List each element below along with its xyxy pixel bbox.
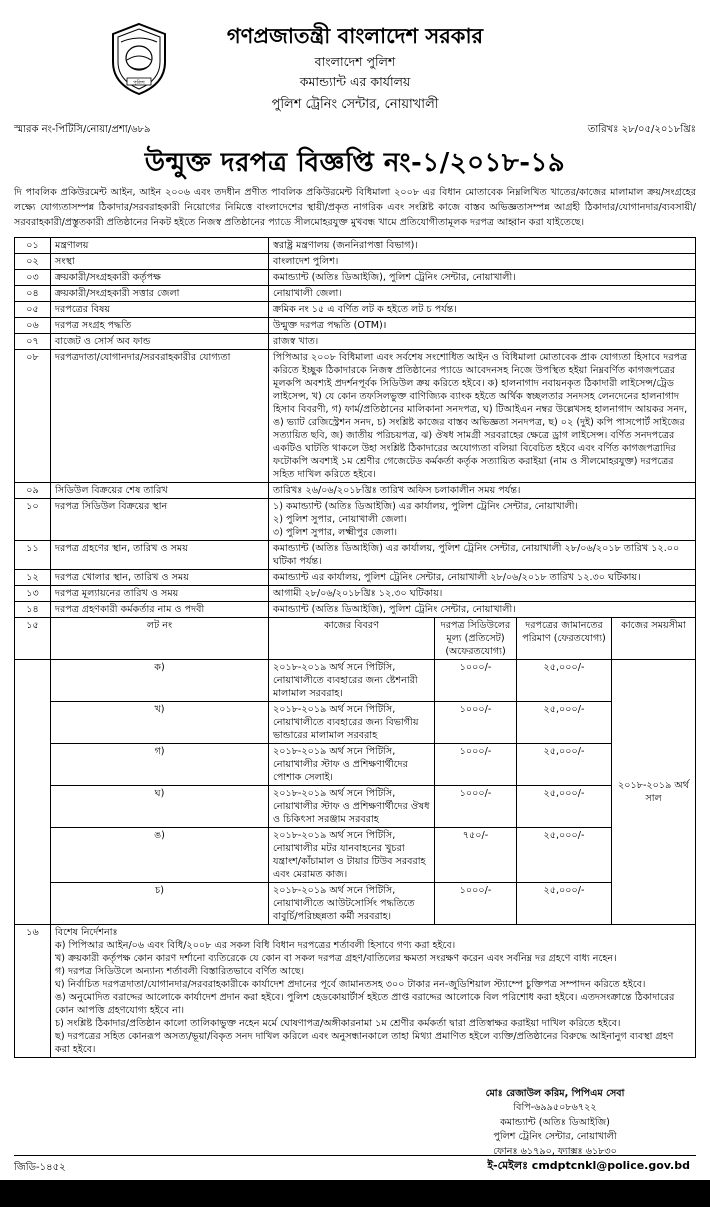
row-value: কমান্ড্যান্ট এর কার্যালয়, পুলিশ ট্রেনিং সেন্টার, নোয়াখালী ২৮/০৬/২০১৮ তারিখ ১২.৩০ ঘটিকায়। (269, 570, 696, 586)
lot-security-amount: ২৫,০০০/- (517, 828, 612, 883)
lot-period: ২০১৮-২০১৯ অর্থ সাল (612, 660, 696, 925)
lot-schedule-price: ১০০০/- (435, 744, 517, 786)
header (0, 0, 710, 120)
directive-item: ক) পিপিআর আইন/০৬ এবং বিধি/২০০৮ এর সকল বিধি বিধান দরপত্রের শর্তাবলী হিসাবে গণ্য করা হইবে। (55, 940, 456, 951)
government-title: গণপ্রজাতন্ত্রী বাংলাদেশ সরকার (226, 23, 484, 48)
row-label: সংস্থা (51, 254, 269, 270)
table-row (15, 602, 696, 618)
lot-row (15, 744, 696, 786)
lot-number: ঙ) (51, 828, 269, 883)
row-serial: ০১ (15, 238, 51, 254)
row-serial: ০৬ (15, 318, 51, 334)
lot-schedule-price: ১০০০/- (435, 660, 517, 702)
table-row (15, 570, 696, 586)
lot-description: ২০১৮-২০১৯ অর্থ সনে পিটিসি, নোয়াখালীতে ব্যবহারের জন্য ষ্টেশনারী মালামাল সরবরাহ। (269, 660, 435, 702)
lot-header-security: দরপত্রের জামানতের পরিমাণ (ফেরতযোগ্য) (517, 618, 612, 660)
table-row (15, 334, 696, 350)
lot-number: খ) (51, 702, 269, 744)
row-value: তারিখঃ ২৬/০৬/২০১৮খ্রিঃ তারিখ অফিস চলাকালীন সময় পর্যন্ত। (269, 483, 696, 499)
lot-header-lot: লট নং (51, 618, 269, 660)
row-value: বাংলাদেশ পুলিশ। (269, 254, 696, 270)
row-value: কমান্ড্যান্ট (অতিঃ ডিআইজি), পুলিশ ট্রেনিং সেন্টার, নোয়াখালী। (269, 602, 696, 618)
row-label: দরপত্রদাতা/যোগানদার/সরবরাহকারীর যোগ্যতা (51, 350, 269, 483)
gd-number: জিডি-১৪৫২ (14, 1162, 66, 1173)
row-value: কমান্ড্যান্ট (অতিঃ ডিআইজি) এর কার্যালয়, পুলিশ ট্রেনিং সেন্টার, নোয়াখালী ২৮/০৬/২০১৮ তারিখ ১২.০০ ঘটিকা পর্যন্ত। (269, 541, 696, 570)
lot-number: গ) (51, 744, 269, 786)
office-name: কমান্ড্যান্ট এর কার্যালয় (299, 74, 411, 89)
row-label: দরপত্র গ্রহণের স্থান, তারিখ ও সময় (51, 541, 269, 570)
row-label: ক্রয়কারী/সংগ্রহকারী সত্তার জেলা (51, 286, 269, 302)
signatory-email: ই-মেইলঃ cmdptcnkl@police.gov.bd (487, 1159, 690, 1173)
row-serial: ০৩ (15, 270, 51, 286)
directive-item: গ) দরপত্র সিডিউলে অন্যান্য শর্তাবলী বিস্তারিতভাবে বর্ণিত আছে। (55, 966, 305, 977)
intro-paragraph: দি পাবলিক প্রকিউরমেন্ট আইন, আইন ২০০৬ এবং তদধীন প্রণীত পাবলিক প্রকিউরমেন্ট বিধিমালা ২০০৮ এর বিধান মোতাবেক নিম্নলিখিত খাতের/কাজের মালামাল ক্রয়/সংগ্রহের লক্ষ্যে যোগ্যতাসম্পন্ন ঠিকাদার/সরবরাহকারী নিয়োগের নিমিত্তে বাংলাদেশের স্থায়ী/প্রকৃত নাগরিক এবং সংশ্লিষ্ট কাজে বাস্তব অভিজ্ঞতাসম্পন্ন আগ্রহী ঠিকাদার/যোগানদার/ব্যবসায়ী/সরবরাহকারী/প্রস্তুতকারী প্রতিষ্ঠানের নিকট হইতে নিজস্ব প্রতিষ্ঠানের প্যাডে সীলমোহরযুক্ত মুখবন্ধ খামে প্রতিযোগীতামূলক দরপত্র আহ্বান করা যাইতেছে। (14, 187, 696, 228)
lot-security-amount: ২৫,০০০/- (517, 744, 612, 786)
row-label: দরপত্র খোলার স্থান, তারিখ ও সময় (51, 570, 269, 586)
table-row (15, 286, 696, 302)
lot-number: চ) (51, 883, 269, 925)
row-value: উন্মুক্ত দরপত্র পদ্ধতি (OTM)। (269, 318, 696, 334)
lot-header-row (15, 618, 696, 660)
tender-table (14, 237, 696, 1058)
row-label: দরপত্র সংগ্রহ পদ্ধতি (51, 318, 269, 334)
lot-description: ২০১৮-২০১৯ অর্থ সনে পিটিসি, নোয়াখালীতে আউটসোর্সিং পদ্ধতিতে বাবুর্চি/পরিচ্ছন্নতা কর্মী সরবরাহ। (269, 883, 435, 925)
row-label: দরপত্র মূল্যায়নের তারিখ ও সময় (51, 586, 269, 602)
row-serial: ০৭ (15, 334, 51, 350)
row-serial: ১২ (15, 570, 51, 586)
row-value: স্বরাষ্ট্র মন্ত্রণালয় (জননিরাপত্তা বিভাগ)। (269, 238, 696, 254)
row-serial: ১১ (15, 541, 51, 570)
directive-item: খ) ক্রয়কারী কর্তৃপক্ষ কোন কারণ দর্শানো ব্যতিরেকে যে কোন বা সকল দরপত্র গ্রহণ/বাতিলের ক্ষমতা সংরক্ষণ করেন এবং সর্বনিম্ন দর গ্রহণে বাধ্য নহেন। (55, 953, 617, 964)
row-label: দরপত্রের বিষয় (51, 302, 269, 318)
row-serial: ০৪ (15, 286, 51, 302)
directives-row (15, 925, 696, 1058)
lot-header-period: কাজের সময়সীমা (612, 618, 696, 660)
signatory-bp: বিপি-৬৯৯৫০৮৬৭২২ (513, 1102, 597, 1114)
row-value-line: ৩) পুলিশ সুপার, লক্ষ্মীপুর জেলা। (273, 527, 398, 538)
bottom-black-bar (0, 1180, 710, 1207)
row-value: রাজস্ব খাত। (269, 334, 696, 350)
lot-schedule-price: ৭৫০/- (435, 828, 517, 883)
lot-security-amount: ২৫,০০০/- (517, 786, 612, 828)
row-serial: ১০ (15, 499, 51, 541)
table-row (15, 318, 696, 334)
lot-number: ক) (51, 660, 269, 702)
lot-security-amount: ২৫,০০০/- (517, 883, 612, 925)
signatory-name: মোঃ রেজাউল করিম, পিপিএম সেবা (485, 1088, 625, 1099)
row-serial: ০৮ (15, 350, 51, 483)
row-serial-span (15, 660, 51, 925)
row-serial: ১৫ (15, 618, 51, 660)
table-row (15, 238, 696, 254)
lot-header-price: দরপত্র সিডিউলের মূল্য (প্রতিসেট) (অফেরতযোগ্য) (435, 618, 517, 660)
row-value: পিপিআর ২০০৮ বিধিমালা এবং সর্বশেষ সংশোধিত আইন ও বিধিমালা মোতাবেক প্রাক যোগ্যতা হিসাবে দরপত্র করিতে ইচ্ছুক ঠিকাদারকে নিজস্ব প্রতিষ্ঠানের প্যাডে আবেদনসহ নিজে উপস্থিত হইয়া নিম্নবর্ণিত কাগজপত্রের মূলকপি অবশ্যই প্রদর্শনপূর্বক সিডিউল ক্রয় করিতে হইবে। ক) হালনাগাদ নবায়নকৃত ঠিকাদারী লাইসেন্স/ট্রেড লাইসেন্স, খ) যে কোন তফসিলভুক্ত বাণিজ্যিক ব্যাংক হইতে অর্থিক স্বচ্ছলতার সনদসহ লেনদেনের হালনাগাদ হিসাব বিবরণী, গ) ফার্ম/প্রতিষ্ঠানের মালিকানা সনদপত্র, ঘ) টিআইএন নম্বর উল্লেখসহ হালনাগাদ আয়কর সনদ, ঙ) ভ্যাট রেজিস্ট্রেশন সনদ, চ) সংশ্লিষ্ট কাজের বাস্তব অভিজ্ঞতা সনদপত্র, ছ) ০২ (দুই) কপি পাসপোর্ট সাইজের সত্যায়িত ছবি, জ) জাতীয় পরিচয়পত্র, ঝ) ঔষধ সামগ্রী সরবরাহের ক্ষেত্রে ড্রাগ লাইসেন্স। বর্ণিত সনদপত্রের একটিও ঘাটতি থাকলে উহা সংশ্লিষ্ট ঠিকাদারের অযোগ্যতা বলিয়া বিবেচিত হইবে এবং বর্ণিত কাগজপত্রাদির ফটোকপি অবশ্যই ১ম শ্রেণীর গেজেটেড কর্মকর্তা কর্তৃক সত্যায়িত করাইয়া (নাম ও সীলমোহরযুক্ত) দরপত্রের সহিত দাখিল করিতে হইবে। (269, 350, 696, 483)
lot-row (15, 660, 696, 702)
directives-content (51, 925, 696, 1058)
row-serial: ০৫ (15, 302, 51, 318)
lot-row (15, 828, 696, 883)
directive-item: চ) সংশ্লিষ্ট ঠিকাদার/প্রতিষ্ঠান কালো তালিকাভুক্ত নহেন মর্মে ঘোষণাপত্র/অঙ্গীকারনামা ১ম শ্রেণীর কর্মকর্তা দ্বারা প্রতিস্বাক্ষর করাইয়া দাখিল করিতে হইবে। (55, 1018, 621, 1029)
lot-row (15, 883, 696, 925)
table-row (15, 350, 696, 483)
row-serial: ১৪ (15, 602, 51, 618)
memo-number: স্মারক নং-পিটিসি/নোয়া/প্রশা/৬৮৯ (14, 124, 151, 135)
signatory-phone: ফোনঃ ৬১৭৯০, ফ্যাক্সঃ ৬১৮৩০ (493, 1145, 617, 1157)
lot-row (15, 702, 696, 744)
lot-description: ২০১৮-২০১৯ অর্থ সনে পিটিসি, নোয়াখালীর মটর যানবাহনের খুচরা যন্ত্রাংশ/কাঁচামাল ও টায়ার টিউব সরবরাহ এবং মেরামত কাজ। (269, 828, 435, 883)
lot-schedule-price: ১০০০/- (435, 786, 517, 828)
row-label: সিডিউল বিক্রয়ের শেষ তারিখ (51, 483, 269, 499)
table-row (15, 254, 696, 270)
center-name: পুলিশ ট্রেনিং সেন্টার, নোয়াখালী (271, 97, 439, 112)
row-label: দরপত্র সিডিউল বিক্রয়ের স্থান (51, 499, 269, 541)
row-label: বাজেট ও সোর্স অব ফান্ড (51, 334, 269, 350)
row-value: নোয়াখালী জেলা। (269, 286, 696, 302)
row-value-line: ১) কমান্ড্যান্ট (অতিঃ ডিআইজি) এর কার্যালয়, পুলিশ ট্রেনিং সেন্টার, নোয়াখালী। (273, 501, 578, 512)
row-value-line: ২) পুলিশ সুপার, নোয়াখালী জেলা। (273, 514, 407, 525)
directive-item: ঘ) নির্বাচিত দরপত্রদাতা/যোগানদার/সরবরাহকারীকে কার্যাদেশ প্রদানের পূর্বে জামানতসহ ৩০০ টাকার নন-জুডিশিয়াল স্ট্যাম্পে চুক্তিপত্র সম্পাদন করিতে হইবে। (55, 979, 646, 990)
table-row (15, 499, 696, 541)
lot-security-amount: ২৫,০০০/- (517, 660, 612, 702)
row-serial: ০৯ (15, 483, 51, 499)
row-label: ক্রয়কারী/সংগ্রহকারী কর্তৃপক্ষ (51, 270, 269, 286)
lot-number: ঘ) (51, 786, 269, 828)
lot-schedule-price: ১০০০/- (435, 702, 517, 744)
table-row (15, 302, 696, 318)
lot-security-amount: ২৫,০০০/- (517, 702, 612, 744)
memo-date: তারিখঃ ২৮/০৫/২০১৮খ্রিঃ (587, 124, 696, 135)
emblem-text: পুলিশ (133, 80, 145, 86)
row-value: আগামী ২৮/০৬/২০১৮খ্রিঃ ১২.৩০ ঘটিকায়। (269, 586, 696, 602)
lot-description: ২০১৮-২০১৯ অর্থ সনে পিটিসি, নোয়াখালীতে ব্যবহারের জন্য বিভাগীয় ভান্ডারের মালামাল সরবরাহ (269, 702, 435, 744)
row-label: দরপত্র গ্রহণকারী কর্মকর্তার নাম ও পদবী (51, 602, 269, 618)
row-label: মন্ত্রণালয় (51, 238, 269, 254)
table-row (15, 541, 696, 570)
lot-description: ২০১৮-২০১৯ অর্থ সনে পিটিসি, নোয়াখালীর স্টাফ ও প্রশিক্ষণার্থীদের পোশাক সেলাই। (269, 744, 435, 786)
lot-row (15, 786, 696, 828)
row-value: ক্রমিক নং ১৫ এ বর্ণিত লট ক হইতে লট চ পর্যন্ত। (269, 302, 696, 318)
directives-heading: বিশেষ নির্দেশনাঃ (55, 927, 118, 938)
row-value (269, 499, 696, 541)
notice-title: উন্মুক্ত দরপত্র বিজ্ঞপ্তি নং-১/২০১৮-১৯ (144, 148, 566, 178)
table-row (15, 270, 696, 286)
signatory-office: পুলিশ ট্রেনিং সেন্টার, নোয়াখালী (493, 1131, 617, 1143)
directive-item: ছ) দরপত্রের সহিত কোনরূপ অসত্য/ভূয়া/বিকৃত সনদ দাখিল করিলে এবং অনুসন্ধানকালে তাহা মিথ্যা প্রমাণিত হইলে ব্যক্তি/প্রতিষ্ঠানের বিরুদ্ধে আইনানুগ ব্যবস্থা গ্রহণ করা হইবে। (55, 1031, 674, 1055)
signatory-designation: কমান্ড্যান্ট (অতিঃ ডিআইজি) (500, 1116, 610, 1128)
signature-block (420, 1087, 690, 1173)
table-row (15, 586, 696, 602)
row-serial: ১৬ (15, 925, 51, 1058)
footer-divider (14, 1155, 696, 1156)
row-value: কমান্ড্যান্ট (অতিঃ ডিআইজি), পুলিশ ট্রেনিং সেন্টার, নোয়াখালী। (269, 270, 696, 286)
directive-item: ঙ) অনুমোদিত বরাদ্দের আলোকে কার্যাদেশ প্রদান করা হইবে। পুলিশ হেডকোয়ার্টার্স হইতে প্রাপ্ত বরাদ্দের আলোকে বিল পরিশোধ করা হইবে। এতদসংক্রান্তে ঠিকাদারের কোন আপত্তি গ্রহণযোগ্য হইবে না। (55, 992, 675, 1016)
row-serial: ০২ (15, 254, 51, 270)
lot-schedule-price: ১০০০/- (435, 883, 517, 925)
row-serial: ১৩ (15, 586, 51, 602)
lot-description: ২০১৮-২০১৯ অর্থ সনে পিটিসি, নোয়াখালীর স্টাফ ও প্রশিক্ষণার্থীদের ঔষধ ও চিকিৎসা সরঞ্জাম সরবরাহ (269, 786, 435, 828)
department: বাংলাদেশ পুলিশ (314, 54, 396, 69)
table-row (15, 483, 696, 499)
lot-header-desc: কাজের বিবরণ (269, 618, 435, 660)
